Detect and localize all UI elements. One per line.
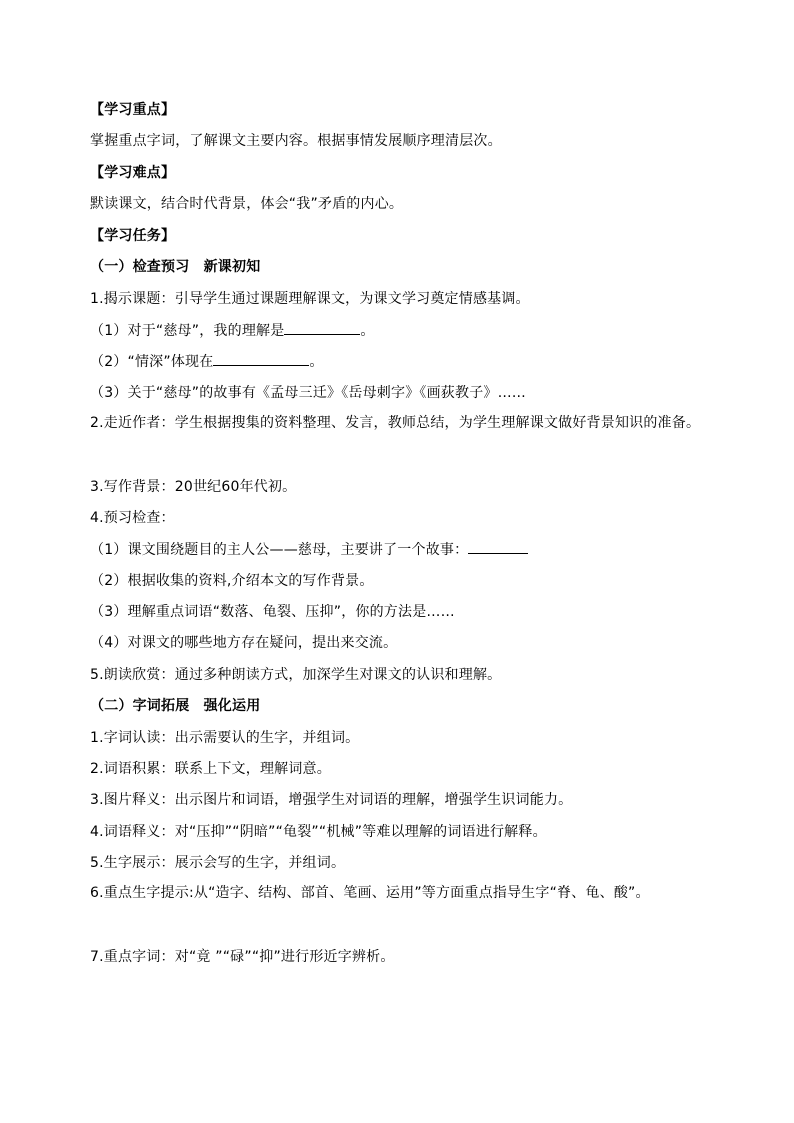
part1-item1-a-text: （1）对于“慈母”，我的理解是 (90, 323, 285, 339)
part1-item1-b-text: （2）“情深”体现在 (90, 354, 214, 370)
part1-item4-d: （4）对课文的哪些地方存在疑问，提出来交流。 (90, 635, 398, 651)
focus-text: 掌握重点字词，了解课文主要内容。根据事情发展顺序理清层次。 (90, 133, 502, 149)
part1-title: （一）检查预习 新课初知 (90, 259, 261, 275)
part1-item1: 1.揭示课题：引导学生通过课题理解课文，为课文学习奠定情感基调。 (90, 291, 530, 307)
part1-item5: 5.朗读欣赏：通过多种朗读方式，加深学生对课文的认识和理解。 (90, 667, 502, 683)
part1-item4-a-text: （1）课文围绕题目的主人公——慈母，主要讲了一个故事： (90, 542, 469, 558)
tasks-heading: 【学习任务】 (90, 228, 176, 244)
fill-in-blank (468, 539, 528, 554)
part1-item1-a (90, 320, 710, 341)
part1-item1-b-end: 。 (309, 354, 324, 370)
difficulty-text: 默读课文，结合时代背景，体会“我”矛盾的内心。 (90, 196, 404, 212)
part2-item3: 3.图片释义：出示图片和词语，增强学生对词语的理解，增强学生识词能力。 (90, 792, 573, 808)
part1-item4-a (90, 539, 710, 560)
part2-title: （二）字词拓展 强化运用 (90, 698, 261, 714)
focus-heading: 【学习重点】 (90, 102, 176, 118)
part1-item1-b (90, 351, 710, 372)
part1-item4: 4.预习检查： (90, 510, 175, 526)
part1-item4-c: （3）理解重点词语“数落、龟裂、压抑”，你的方法是…… (90, 604, 455, 620)
fill-in-blank (213, 351, 309, 366)
fill-in-blank (284, 320, 360, 335)
part1-item2: 2.走近作者：学生根据搜集的资料整理、发言，教师总结，为学生理解课文做好背景知识的准备。 (90, 415, 701, 431)
part2-item2: 2.词语积累：联系上下文，理解词意。 (90, 761, 331, 777)
part2-item5: 5.生字展示：展示会写的生字，并组词。 (90, 855, 346, 871)
part2-item4: 4.词语释义：对“压抑”“阴暗”“龟裂”“机械”等难以理解的词语进行解释。 (90, 824, 547, 840)
part1-item1-c: （3）关于“慈母”的故事有《孟母三迁》《岳母刺字》《画荻教子》…… (90, 385, 527, 401)
difficulty-heading: 【学习难点】 (90, 165, 176, 181)
part1-item4-b: （2）根据收集的资料,介绍本文的写作背景。 (90, 573, 374, 589)
part2-item1: 1.字词认读：出示需要认的生字，并组词。 (90, 730, 360, 746)
part2-item6: 6.重点生字提示:从“造字、结构、部首、笔画、运用”等方面重点指导生字“脊、龟、酸”。 (90, 885, 650, 901)
part2-item7: 7.重点字词：对“竟 ”“碌”“抑”进行形近字辨析。 (90, 949, 395, 965)
part1-item1-a-end: 。 (360, 323, 375, 339)
part1-item3: 3.写作背景：20世纪60年代初。 (90, 479, 297, 495)
